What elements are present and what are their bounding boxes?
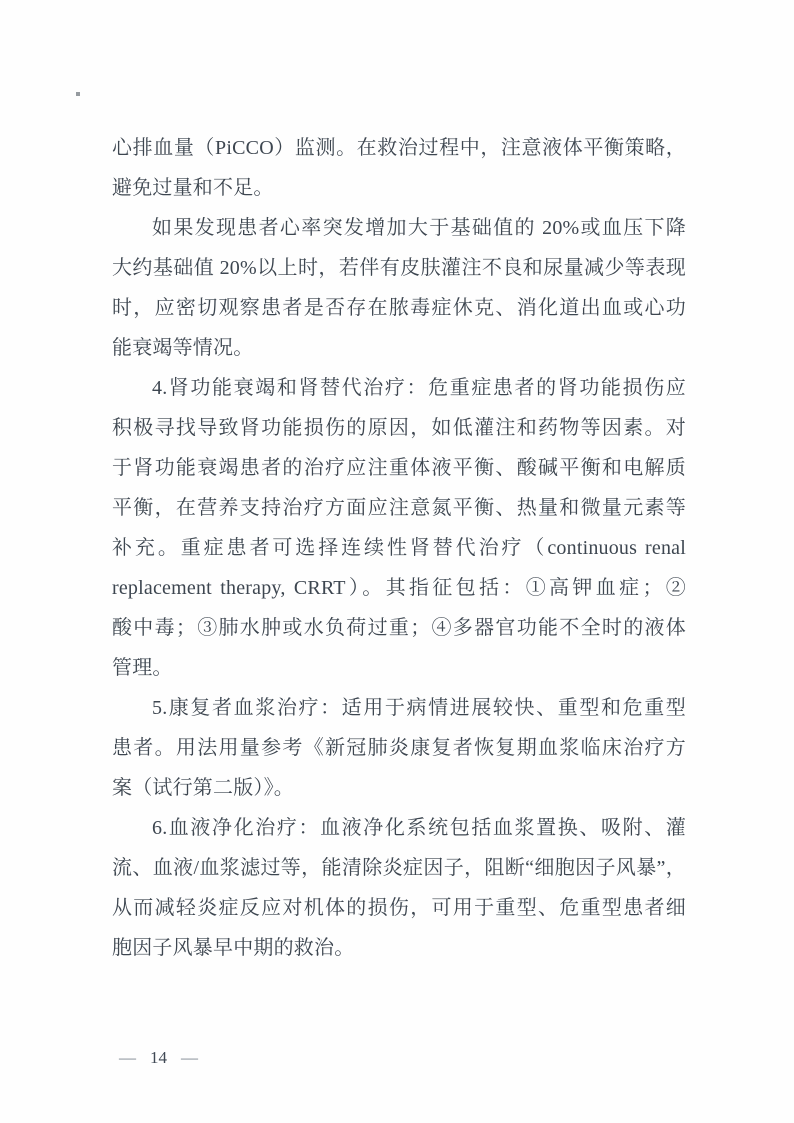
page-number: 14 — [150, 1048, 167, 1067]
text-line: 流、血液/血浆滤过等，能清除炎症因子，阻断“细胞因子风暴”， — [112, 857, 686, 879]
text-line: 管理。 — [112, 657, 173, 679]
page-footer — [119, 1048, 198, 1068]
text-line: replacement therapy, CRRT）。其指征包括：①高钾血症；② — [112, 577, 686, 599]
scan-artifact-dot — [76, 92, 80, 96]
text-line: 5.康复者血浆治疗：适用于病情进展较快、重型和危重型 — [152, 697, 686, 719]
paragraph — [112, 368, 686, 688]
text-line: 平衡，在营养支持治疗方面应注意氮平衡、热量和微量元素等 — [112, 497, 686, 519]
text-line: 酸中毒；③肺水肿或水负荷过重；④多器官功能不全时的液体 — [112, 617, 686, 639]
paragraph — [112, 128, 686, 208]
footer-dash-left: — — [119, 1048, 136, 1067]
text-line: 大约基础值 20%以上时，若伴有皮肤灌注不良和尿量减少等表现 — [112, 257, 686, 279]
text-line: 时，应密切观察患者是否存在脓毒症休克、消化道出血或心功 — [112, 297, 686, 319]
footer-dash-right: — — [181, 1048, 198, 1067]
text-line: 案（试行第二版）》。 — [112, 777, 294, 799]
text-line: 于肾功能衰竭患者的治疗应注重体液平衡、酸碱平衡和电解质 — [112, 457, 686, 479]
text-line: 胞因子风暴早中期的救治。 — [112, 937, 355, 959]
paragraph — [112, 688, 686, 808]
text-line: 患者。用法用量参考《新冠肺炎康复者恢复期血浆临床治疗方 — [112, 737, 686, 759]
paragraph — [112, 208, 686, 368]
text-line: 6.血液净化治疗：血液净化系统包括血浆置换、吸附、灌 — [152, 817, 686, 839]
text-line: 积极寻找导致肾功能损伤的原因，如低灌注和药物等因素。对 — [112, 417, 686, 439]
text-line: 如果发现患者心率突发增加大于基础值的 20%或血压下降 — [152, 217, 686, 239]
text-line: 补充。重症患者可选择连续性肾替代治疗（continuous renal — [112, 537, 686, 559]
document-body — [112, 128, 686, 968]
text-line: 能衰竭等情况。 — [112, 337, 254, 359]
text-line: 4.肾功能衰竭和肾替代治疗：危重症患者的肾功能损伤应 — [152, 377, 686, 399]
paragraph — [112, 808, 686, 968]
text-line: 从而减轻炎症反应对机体的损伤，可用于重型、危重型患者细 — [112, 897, 686, 919]
text-line: 心排血量（PiCCO）监测。在救治过程中，注意液体平衡策略， — [112, 137, 686, 159]
text-line: 避免过量和不足。 — [112, 177, 274, 199]
